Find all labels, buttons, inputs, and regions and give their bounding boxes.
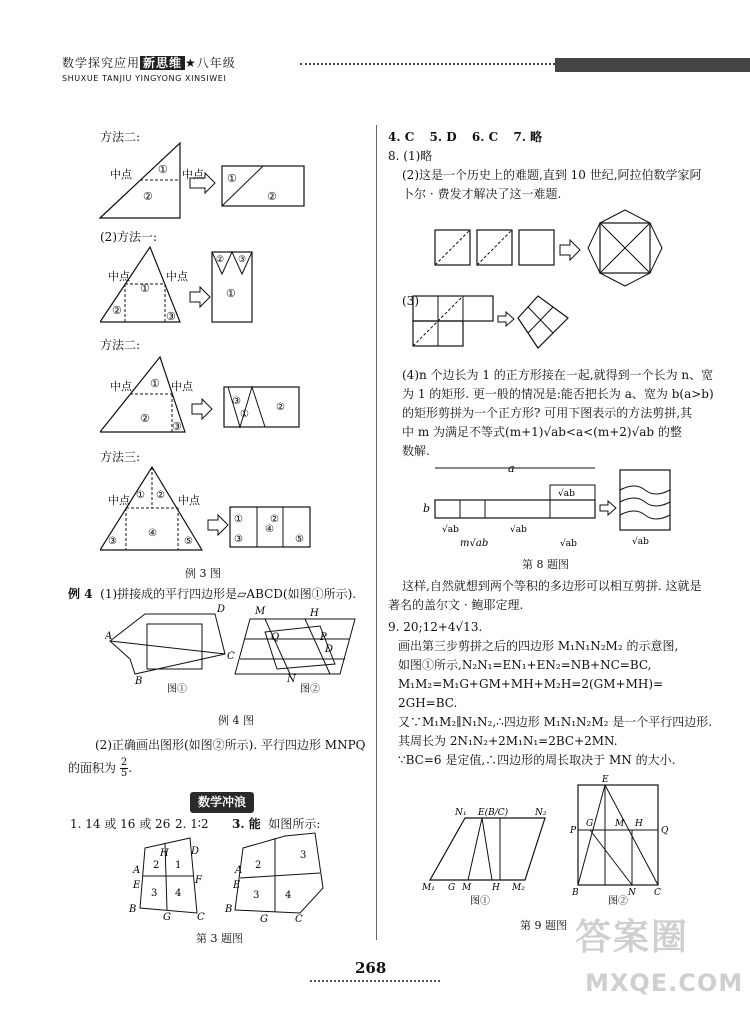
answer-3-label: 3. 能	[232, 817, 261, 831]
example4-period: .	[128, 761, 133, 775]
q9-line2: 画出第三步剪拼之后的四边形 M₁N₁N₂M₂ 的示意图,	[398, 639, 679, 653]
svg-text:C: C	[295, 914, 303, 925]
svg-text:b: b	[423, 502, 431, 515]
example4-number: 例 4	[68, 587, 93, 601]
svg-text:H: H	[160, 848, 169, 859]
svg-text:M: M	[615, 819, 625, 829]
svg-text:E(B/C): E(B/C)	[478, 808, 509, 818]
right-answers-4-7	[388, 128, 542, 147]
svg-text:1: 1	[175, 860, 182, 871]
example4-line2: (2)正确画出图形(如图②所示). 平行四边形 MNPQ	[95, 738, 366, 752]
svg-text:A: A	[133, 865, 141, 876]
svg-text:D: D	[191, 846, 200, 857]
svg-text:②: ②	[143, 190, 153, 203]
answer-1: 1. 14 或 16 或 26	[70, 817, 171, 831]
q8-part5-line1: 这样,自然就想到两个等积的多边形可以相互剪拼. 这就是	[402, 579, 702, 593]
fig3-method2-diagram	[95, 138, 310, 223]
fig4-diagrams	[105, 604, 365, 696]
svg-text:①: ①	[240, 409, 249, 420]
svg-text:H: H	[492, 883, 500, 893]
midpoint-label: 中点	[110, 168, 132, 181]
fig8-caption: 第 8 题图	[522, 558, 569, 571]
svg-text:N₂: N₂	[535, 808, 547, 818]
svg-text:②: ②	[216, 255, 225, 265]
header-title	[62, 54, 236, 73]
answer-6: 6. C	[471, 130, 499, 144]
fig8-rectangle-diagram	[420, 460, 675, 552]
svg-text:E: E	[602, 775, 609, 785]
svg-text:B: B	[129, 904, 137, 915]
header-bar	[555, 58, 750, 72]
svg-text:中点: 中点	[178, 494, 200, 507]
q9-line3: 如图①所示,N₂N₁=EN₁+EN₂=NB+NC=BC,	[398, 658, 652, 672]
fig-q3-diagram	[125, 828, 335, 926]
svg-text:E: E	[133, 880, 141, 891]
q9-answer: 9. 20;12+4√13.	[388, 620, 483, 634]
q8-part5-line2: 著名的盖尔文 · 鲍耶定理.	[388, 598, 524, 612]
series-title: 数学探究应用	[62, 56, 141, 70]
svg-text:③: ③	[238, 255, 247, 265]
fig8-squares-diagram	[430, 208, 665, 288]
svg-text:C: C	[654, 888, 661, 898]
q8-part2-line2: 卜尔 · 费发才解决了这一难题.	[402, 187, 562, 201]
svg-text:①: ①	[140, 282, 150, 295]
example4-text3: 的面积为	[68, 761, 117, 775]
svg-text:√ab: √ab	[558, 489, 575, 499]
svg-text:G: G	[163, 912, 171, 923]
q9-line8: ∵BC=6 是定值,∴四边形的周长取决于 MN 的大小.	[398, 753, 676, 767]
svg-text:Q: Q	[271, 632, 280, 643]
svg-text:③: ③	[172, 420, 182, 433]
method2-label: 方法二:	[100, 130, 141, 144]
q8-part2-line1: (2)这是一个历史上的难题,直到 10 世纪,阿拉伯数学家阿	[402, 168, 702, 182]
svg-text:3: 3	[253, 890, 260, 901]
q8-part4-line4: 中 m 为满足不等式(m+1)√ab<a<(m+2)√ab 的整	[402, 425, 682, 439]
fig3-part2-method2-diagram	[100, 352, 300, 437]
svg-text:N: N	[628, 888, 636, 898]
svg-text:中点: 中点	[108, 494, 130, 507]
q8-part4-line3: 的矩形剪拼为一个正方形? 可用下图表示的方法剪拼,其	[402, 406, 693, 420]
svg-text:F: F	[195, 875, 202, 886]
svg-text:④: ④	[148, 528, 157, 539]
area-fraction	[120, 758, 128, 779]
svg-text:①: ①	[158, 163, 168, 176]
fig9-diagrams	[420, 770, 670, 910]
fig3-part2-method1-diagram	[100, 242, 290, 327]
svg-text:H: H	[635, 819, 643, 829]
example4-line1	[68, 585, 356, 604]
svg-text:N: N	[287, 674, 296, 685]
svg-text:D: D	[217, 604, 226, 615]
svg-text:③: ③	[166, 310, 176, 323]
svg-text:⑤: ⑤	[184, 536, 193, 547]
column-divider	[376, 125, 377, 940]
svg-text:√ab: √ab	[510, 525, 527, 535]
svg-text:B: B	[225, 904, 233, 915]
brand-label: 新思维	[140, 56, 185, 70]
part2-method3-label: 方法三:	[100, 450, 141, 464]
svg-text:Q: Q	[661, 826, 669, 836]
svg-text:M₂: M₂	[512, 883, 525, 893]
answer-7: 7. 略	[513, 130, 543, 144]
answer-5: 5. D	[429, 130, 457, 144]
fig4-label-a: 图①	[167, 684, 187, 695]
example4-text1: (1)拼接成的平行四边形是▱ABCD(如图①所示).	[100, 587, 357, 601]
svg-text:①: ①	[150, 377, 160, 390]
svg-text:B: B	[572, 888, 579, 898]
page-number: 268	[355, 959, 387, 977]
svg-text:G: G	[260, 914, 268, 925]
svg-text:①: ①	[136, 490, 145, 501]
svg-text:G: G	[586, 819, 594, 829]
svg-text:③: ③	[108, 536, 117, 547]
section-badge: 数学冲浪	[190, 792, 254, 813]
grade-label: 八年级	[196, 56, 236, 70]
answer-3-tail: 如图所示:	[268, 817, 321, 831]
svg-text:①: ①	[226, 287, 236, 300]
part2-method2-label: 方法二:	[100, 338, 141, 352]
fig3-part2-method3-diagram	[100, 462, 315, 557]
svg-text:4: 4	[175, 888, 182, 899]
svg-text:M: M	[255, 606, 266, 617]
svg-text:中点: 中点	[171, 380, 193, 393]
svg-text:A: A	[235, 865, 243, 876]
fig9-label-a: 图①	[470, 896, 490, 907]
svg-text:√ab: √ab	[560, 539, 577, 549]
svg-text:②: ②	[112, 304, 122, 317]
svg-text:中点: 中点	[166, 270, 188, 283]
q9-line5: 2GH=BC.	[398, 696, 458, 710]
part2-method1-label: (2)方法一:	[100, 230, 158, 244]
q8-part3-label: (3)	[402, 294, 419, 308]
fig9-caption: 第 9 题图	[520, 919, 567, 932]
svg-text:M₁: M₁	[422, 883, 435, 893]
svg-text:3: 3	[151, 888, 158, 899]
fig4-caption: 例 4 图	[218, 714, 254, 727]
svg-text:C: C	[197, 912, 205, 923]
fig4-label-b: 图②	[300, 684, 320, 695]
footer-divider	[310, 980, 440, 982]
svg-text:A: A	[105, 631, 113, 642]
watermark-url: MXQE.COM	[585, 969, 744, 997]
svg-text:m√ab: m√ab	[460, 538, 489, 549]
header-pinyin: SHUXUE TANJIU YINGYONG XINSIWEI	[62, 74, 227, 83]
q8-part4-line1: (4)n 个边长为 1 的正方形接在一起,就得到一个长为 n、宽	[402, 368, 714, 382]
example4-line3	[68, 758, 132, 779]
svg-text:C: C	[227, 651, 235, 662]
svg-text:①: ①	[227, 172, 237, 185]
svg-text:2: 2	[255, 860, 262, 871]
svg-text:a: a	[508, 462, 515, 475]
q9-line7: 其周长为 2N₁N₂+2M₁N₁=2BC+2MN.	[398, 734, 618, 748]
fig3-caption: 例 3 图	[185, 567, 221, 580]
svg-text:P: P	[320, 632, 327, 643]
svg-text:D: D	[325, 644, 334, 655]
watermark-logo: 答案圈	[575, 917, 690, 958]
header-divider	[300, 63, 555, 65]
svg-text:P: P	[570, 826, 577, 836]
svg-text:②: ②	[156, 490, 165, 501]
svg-text:中点: 中点	[110, 380, 132, 393]
answer-4: 4. C	[388, 130, 415, 144]
svg-text:②: ②	[276, 402, 285, 413]
svg-text:√ab: √ab	[632, 537, 649, 547]
svg-text:①: ①	[234, 514, 243, 525]
svg-text:⑤: ⑤	[295, 534, 304, 545]
fraction-denominator: 5	[120, 768, 128, 779]
svg-text:②: ②	[270, 514, 279, 525]
svg-text:G: G	[448, 883, 456, 893]
svg-text:2: 2	[153, 860, 160, 871]
star-icon: ★	[185, 56, 197, 70]
svg-text:②: ②	[267, 190, 277, 203]
svg-text:N₁: N₁	[455, 808, 467, 818]
svg-text:④: ④	[265, 524, 274, 535]
fig9-label-b: 图②	[608, 896, 628, 907]
svg-text:M: M	[462, 883, 472, 893]
svg-text:H: H	[310, 608, 319, 619]
svg-text:E: E	[233, 880, 241, 891]
fig-q3-caption: 第 3 题图	[196, 932, 243, 945]
svg-text:③: ③	[232, 396, 241, 407]
answer-2: 2. 1∶2	[175, 817, 209, 831]
svg-text:③: ③	[234, 534, 243, 545]
q8-part1: 8. (1)略	[388, 149, 433, 163]
svg-text:②: ②	[140, 412, 150, 425]
q9-line4: M₁M₂=M₁G+GM+MH+M₂H=2(GM+MH)=	[398, 677, 664, 691]
fraction-numerator: 2	[120, 757, 128, 768]
svg-text:B: B	[135, 676, 143, 687]
midpoint-label: 中点	[182, 168, 204, 181]
svg-text:3: 3	[300, 850, 307, 861]
q9-line6: 又∵M₁M₂∥N₁N₂,∴四边形 M₁N₁N₂M₂ 是一个平行四边形.	[398, 715, 713, 729]
svg-text:4: 4	[285, 890, 292, 901]
fig8-part3-diagram	[408, 288, 573, 356]
q8-part4-line2: 为 1 的矩形. 更一般的情况是:能否把长为 a、宽为 b(a>b)	[402, 387, 714, 401]
q8-part4-line5: 数解.	[402, 444, 430, 458]
svg-text:√ab: √ab	[442, 525, 459, 535]
svg-text:中点: 中点	[108, 270, 130, 283]
